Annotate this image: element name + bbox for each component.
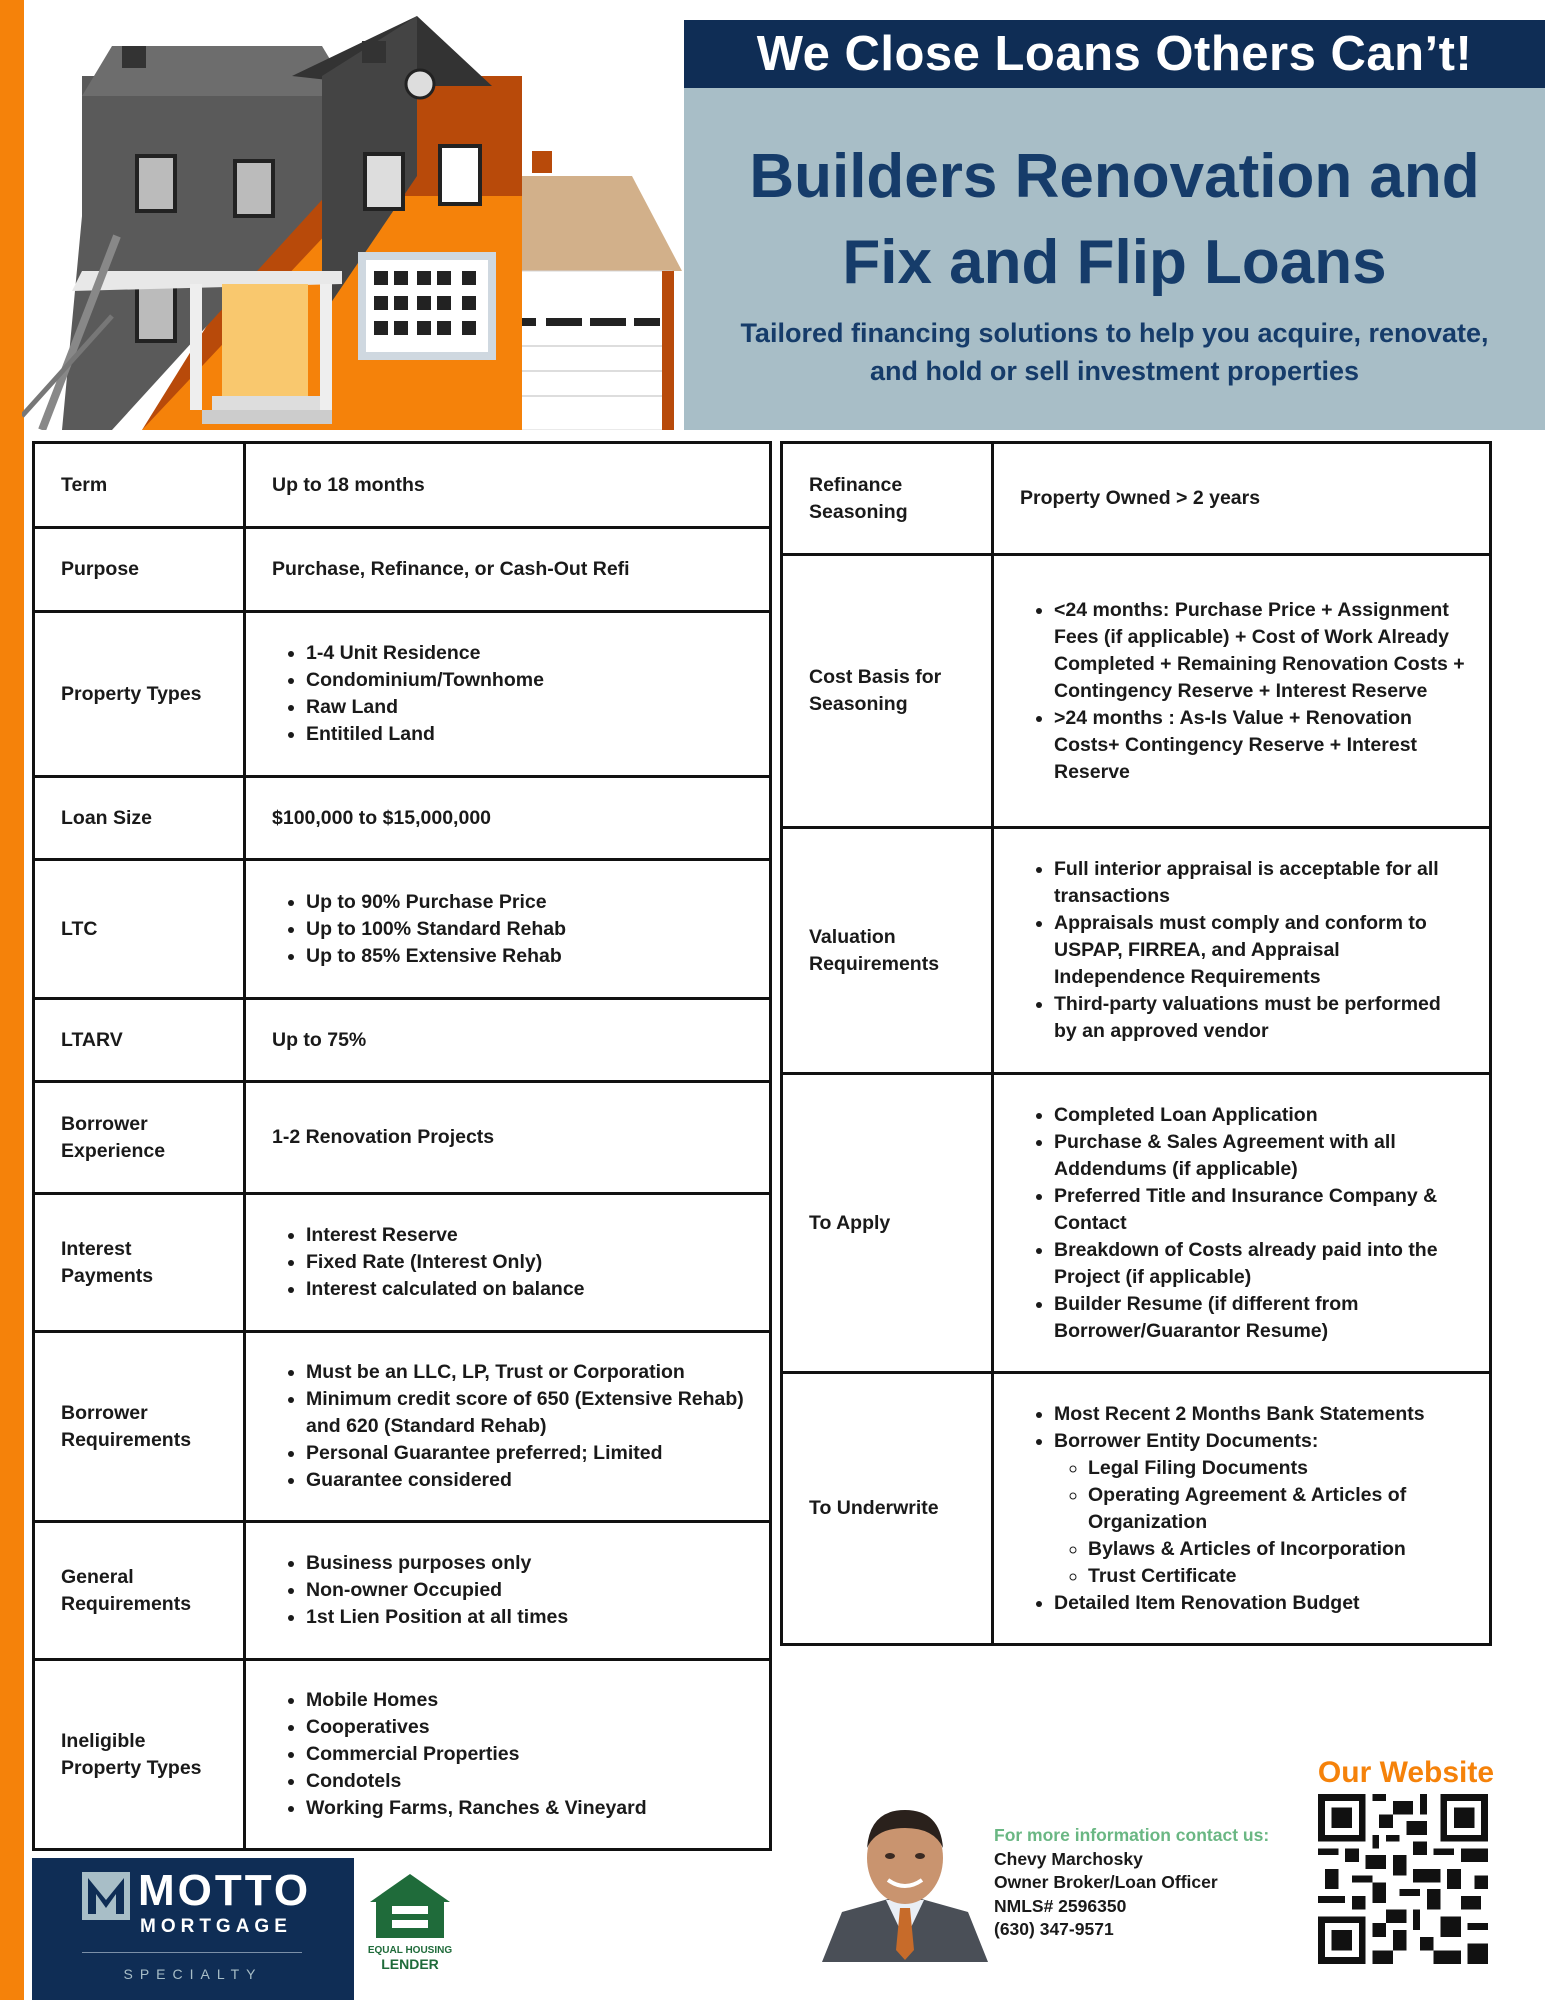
subtitle [684,314,1545,390]
row-value-to-apply [993,1074,1491,1373]
row-label-ltc: LTC [34,860,245,999]
row-value-ineligible-property-types [245,1660,771,1850]
table-row [34,860,771,999]
row-value-interest-payments [245,1194,771,1332]
label-line: Property Types [61,1756,202,1779]
table-row [34,999,771,1082]
logo-word-specialty: SPECIALTY [123,1966,263,1982]
sub-list-item: ◦ Legal Filing Documents [1088,1455,1467,1482]
contact-phone[interactable]: (630) 347-9571 [994,1919,1114,1939]
subtitle-line-1: Tailored financing solutions to help you acquire, renovate, [740,318,1489,348]
sub-list-item: ◦ Bylaws & Articles of Incorporation [1088,1536,1467,1563]
sub-list-item: ◦ Trust Certificate [1088,1563,1467,1590]
row-label-borrower-requirements [34,1332,245,1522]
website-qr-code-icon[interactable] [1318,1794,1488,1964]
eho-line-1: EQUAL HOUSING [367,1945,453,1956]
table-row [34,777,771,860]
list-item: • Entitiled Land [306,721,747,748]
list-item: • Personal Guarantee preferred; Limited [306,1440,747,1467]
logo-divider [82,1952,302,1953]
list-item: • 1st Lien Position at all times [306,1604,747,1631]
table-row [782,555,1491,828]
list-item: • Full interior appraisal is acceptable for all transactions [1054,856,1467,910]
list-item: • Interest Reserve [306,1222,747,1249]
row-label-refinance-seasoning [782,443,993,555]
list-item: • Appraisals must comply and conform to USPAP, FIRREA, and Appraisal Independence Requirements [1054,910,1467,991]
table-row [782,1373,1491,1645]
label-line: Borrower [61,1401,148,1424]
row-label-valuation [782,828,993,1074]
list-item: • Up to 90% Purchase Price [306,889,747,916]
row-value-purpose: Purchase, Refinance, or Cash-Out Refi [245,528,771,612]
list-item: • Minimum credit score of 650 (Extensive Rehab) and 620 (Standard Rehab) [306,1386,747,1440]
list-item: • Up to 100% Standard Rehab [306,916,747,943]
list-item: • Most Recent 2 Months Bank Statements [1054,1401,1467,1428]
motto-mortgage-logo [32,1858,354,2000]
table-row [782,1074,1491,1373]
label-line: Cost Basis for [809,666,942,688]
label-line: Interest [61,1237,132,1260]
contact-block [994,1824,1269,1942]
list-item: • Interest calculated on balance [306,1276,747,1303]
list-item: • Condotels [306,1768,747,1795]
list-item: • Commercial Properties [306,1741,747,1768]
label-line: Seasoning [809,693,908,715]
row-value-refinance-seasoning: Property Owned > 2 years [993,443,1491,555]
contact-heading: For more information contact us: [994,1825,1270,1845]
row-label-general-requirements [34,1522,245,1660]
table-row [34,1194,771,1332]
label-line: Ineligible [61,1729,146,1752]
row-label-purpose: Purpose [34,528,245,612]
agent-photo [822,1800,988,1962]
row-value-general-requirements [245,1522,771,1660]
row-label-cost-basis [782,555,993,828]
label-line: General [61,1565,134,1588]
tagline: We Close Loans Others Can’t! [756,27,1473,81]
list-item: • Preferred Title and Insurance Company & Contact [1054,1183,1467,1237]
subtitle-line-2: and hold or sell investment properties [869,356,1360,386]
row-label-ltarv: LTARV [34,999,245,1082]
row-label-ineligible-property-types [34,1660,245,1850]
label-line: Experience [61,1139,166,1162]
table-row [782,443,1491,555]
tagline-banner [684,20,1545,88]
orange-accent-bar [0,0,24,2000]
house-illustration [22,16,682,430]
list-item: • Completed Loan Application [1054,1102,1467,1129]
list-item: • Detailed Item Renovation Budget [1054,1590,1467,1617]
label-line: Refinance [809,473,903,496]
list-item: • Mobile Homes [306,1687,747,1714]
list-item: • Up to 85% Extensive Rehab [306,943,747,970]
title-panel [684,88,1545,430]
row-label-property-types: Property Types [34,612,245,777]
row-value-ltarv: Up to 75% [245,999,771,1082]
row-label-borrower-experience [34,1082,245,1194]
list-item: • Builder Resume (if different from Borrower/Guarantor Resume) [1054,1291,1467,1345]
motto-m-mark-icon [82,1872,130,1920]
contact-title: Owner Broker/Loan Officer [994,1872,1218,1892]
list-item: • Guarantee considered [306,1467,747,1494]
list-item: • Fixed Rate (Interest Only) [306,1249,747,1276]
logo-word-mortgage: MORTGAGE [140,1916,292,1937]
sub-list-item: ◦ Operating Agreement & Articles of Organization [1088,1482,1467,1536]
row-value-borrower-requirements [245,1332,771,1522]
row-value-to-underwrite [993,1373,1491,1645]
list-item: • Working Farms, Ranches & Vineyard [306,1795,747,1822]
row-label-loan-size: Loan Size [34,777,245,860]
label-line: Requirements [809,952,940,975]
row-label-term: Term [34,443,245,528]
title-line-1: Builders Renovation and [749,142,1480,211]
row-value-property-types [245,612,771,777]
row-label-interest-payments [34,1194,245,1332]
list-item: • Third-party valuations must be performed by an approved vendor [1054,991,1467,1045]
equal-housing-lender-logo [366,1870,454,1972]
list-item: • Must be an LLC, LP, Trust or Corporation [306,1359,747,1386]
table-row [34,612,771,777]
contact-nmls: NMLS# 2596350 [994,1895,1127,1916]
logo-word-motto: MOTTO [138,1866,312,1915]
label-line: Requirements [61,1428,192,1451]
table-row [34,443,771,528]
list-item: • Cooperatives [306,1714,747,1741]
row-label-to-underwrite: To Underwrite [782,1373,993,1645]
label-line: Valuation [809,925,896,948]
list-item: • <24 months: Purchase Price + Assignment Fees (if applicable) + Cost of Work Already Completed + Remaining Renovation Costs + Contingency Reserve + Interest Reserve [1054,597,1467,705]
row-value-cost-basis [993,555,1491,828]
row-value-term: Up to 18 months [245,443,771,528]
loan-requirements-table [780,441,1492,1646]
list-item [1054,1428,1467,1590]
label-line: Requirements [61,1592,192,1615]
list-item: • Breakdown of Costs already paid into the Project (if applicable) [1054,1237,1467,1291]
label-line: Seasoning [809,500,908,523]
title-line-2: Fix and Flip Loans [842,228,1387,297]
page-title [684,134,1545,306]
list-item-label: Borrower Entity Documents: [1054,1429,1319,1452]
row-value-borrower-experience: 1-2 Renovation Projects [245,1082,771,1194]
list-item: • 1-4 Unit Residence [306,640,747,667]
website-label: Our Website [1317,1756,1495,1789]
row-value-valuation [993,828,1491,1074]
label-line: Payments [61,1264,154,1287]
label-line: Borrower [61,1112,148,1135]
table-row [782,828,1491,1074]
list-item: • Purchase & Sales Agreement with all Addendums (if applicable) [1054,1129,1467,1183]
list-item: • Raw Land [306,694,747,721]
table-row [34,1332,771,1522]
list-item: • Business purposes only [306,1550,747,1577]
list-item: • >24 months : As-Is Value + Renovation Costs+ Contingency Reserve + Interest Reserve [1054,705,1467,786]
table-row [34,1522,771,1660]
contact-name: Chevy Marchosky [994,1848,1143,1869]
list-item: • Non-owner Occupied [306,1577,747,1604]
table-row [34,528,771,612]
row-value-ltc [245,860,771,999]
equal-housing-house-icon [366,1870,454,1940]
loan-terms-table [32,441,772,1851]
table-row [34,1082,771,1194]
table-row [34,1660,771,1850]
eho-line-2: LENDER [381,1956,439,1972]
row-value-loan-size: $100,000 to $15,000,000 [245,777,771,860]
list-item: • Condominium/Townhome [306,667,747,694]
row-label-to-apply: To Apply [782,1074,993,1373]
